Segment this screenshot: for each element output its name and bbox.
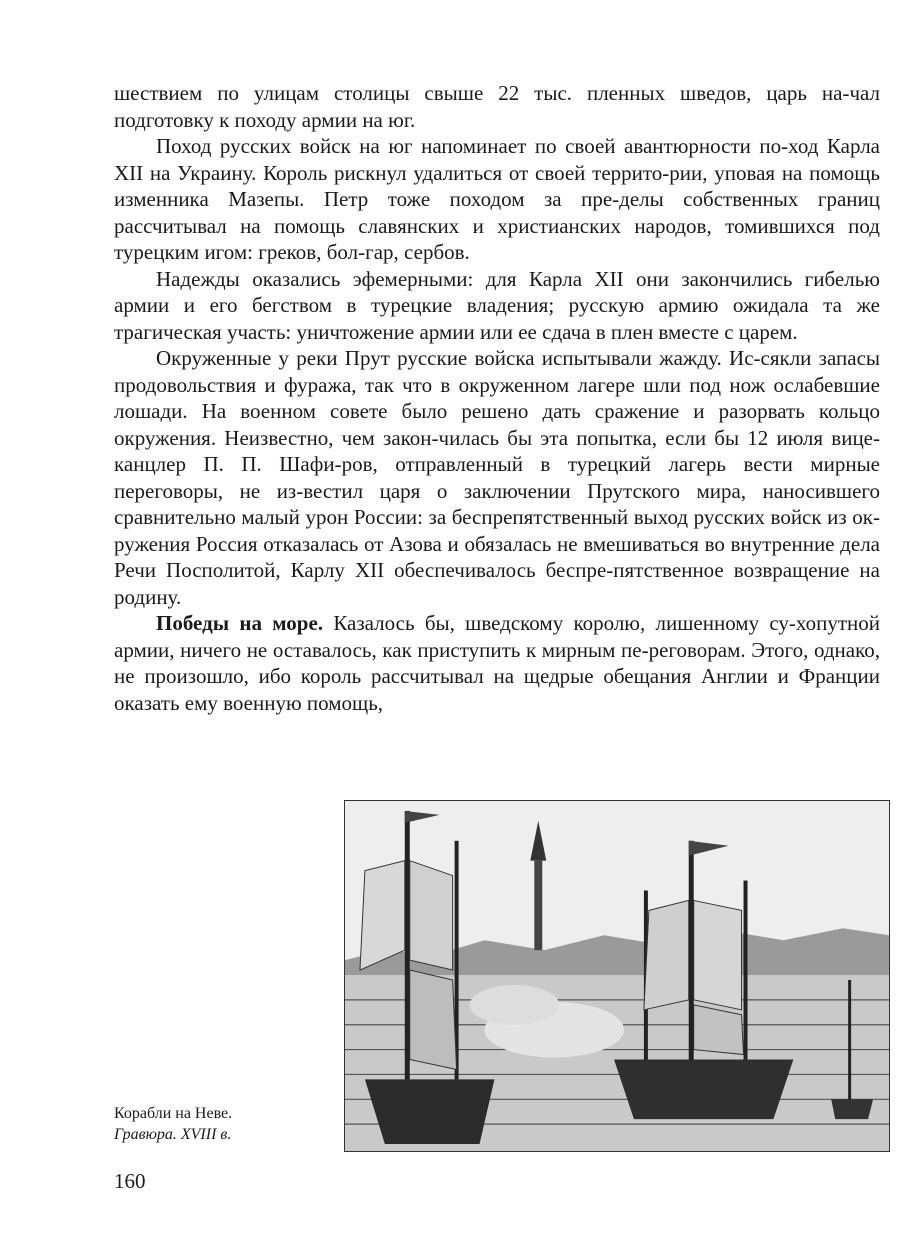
paragraph: Поход русских войск на юг напоминает по своей авантюрности по-ход Карла XII на Украину. Король рискнул удалиться от своей террито-рии, уповая на помощь изменника Мазепы. Петр тоже походом за пре-делы собственных границ рассчитывал на помощь славянских и христианских народов, томившихся под турецким игом: греков, бол-гар, сербов. bbox=[114, 134, 880, 264]
body-text bbox=[114, 80, 880, 716]
paragraph: шествием по улицам столицы свыше 22 тыс. пленных шведов, царь на-чал подготовку к походу армии на юг. bbox=[114, 81, 880, 132]
section-paragraph bbox=[114, 610, 880, 716]
page-number: 160 bbox=[114, 1169, 146, 1193]
paragraph: Окруженные у реки Прут русские войска испытывали жажду. Ис-сякли запасы продовольствия и фуража, так что в окруженном лагере шли под нож ослабевшие лошади. На военном совете было решено дать сражение и разорвать кольцо окружения. Неизвестно, чем закон-чилась бы эта попытка, если бы 12 июля вице-канцлер П. П. Шафи-ров, отправленный в турецкий лагерь вести мирные переговоры, не из-вестил царя о заключении Прутского мира, наносившего сравнительно малый урон России: за беспрепятственный выход русских войск из ок-ружения Россия отказалась от Азова и обязалась не вмешиваться во внутренние дела Речи Посполитой, Карлу XII обеспечивалось беспре-пятственное возвращение на родину. bbox=[114, 346, 880, 609]
figure-caption bbox=[114, 1103, 334, 1145]
section-text: Казалось бы, шведскому королю, лишенному су-хопутной армии, ничего не оставалось, как приступить к мирным пе-реговорам. Этого, однако, не произошло, ибо король рассчитывал на щедрые обещания Англии и Франции оказать ему военную помощь, bbox=[114, 611, 880, 715]
ships-engraving-image bbox=[345, 801, 889, 1151]
section-heading: Победы на море. bbox=[156, 611, 324, 635]
engraving-illustration bbox=[344, 800, 890, 1152]
paragraph: Надежды оказались эфемерными: для Карла XII они закончились гибелью армии и его бегством в турецкие владения; русскую армию ожидала та же трагическая участь: уничтожение армии или ее сдача в плен вместе с царем. bbox=[114, 266, 880, 344]
caption-title: Корабли на Неве. bbox=[114, 1105, 233, 1122]
caption-subtitle: Гравюра. XVIII в. bbox=[114, 1126, 232, 1143]
